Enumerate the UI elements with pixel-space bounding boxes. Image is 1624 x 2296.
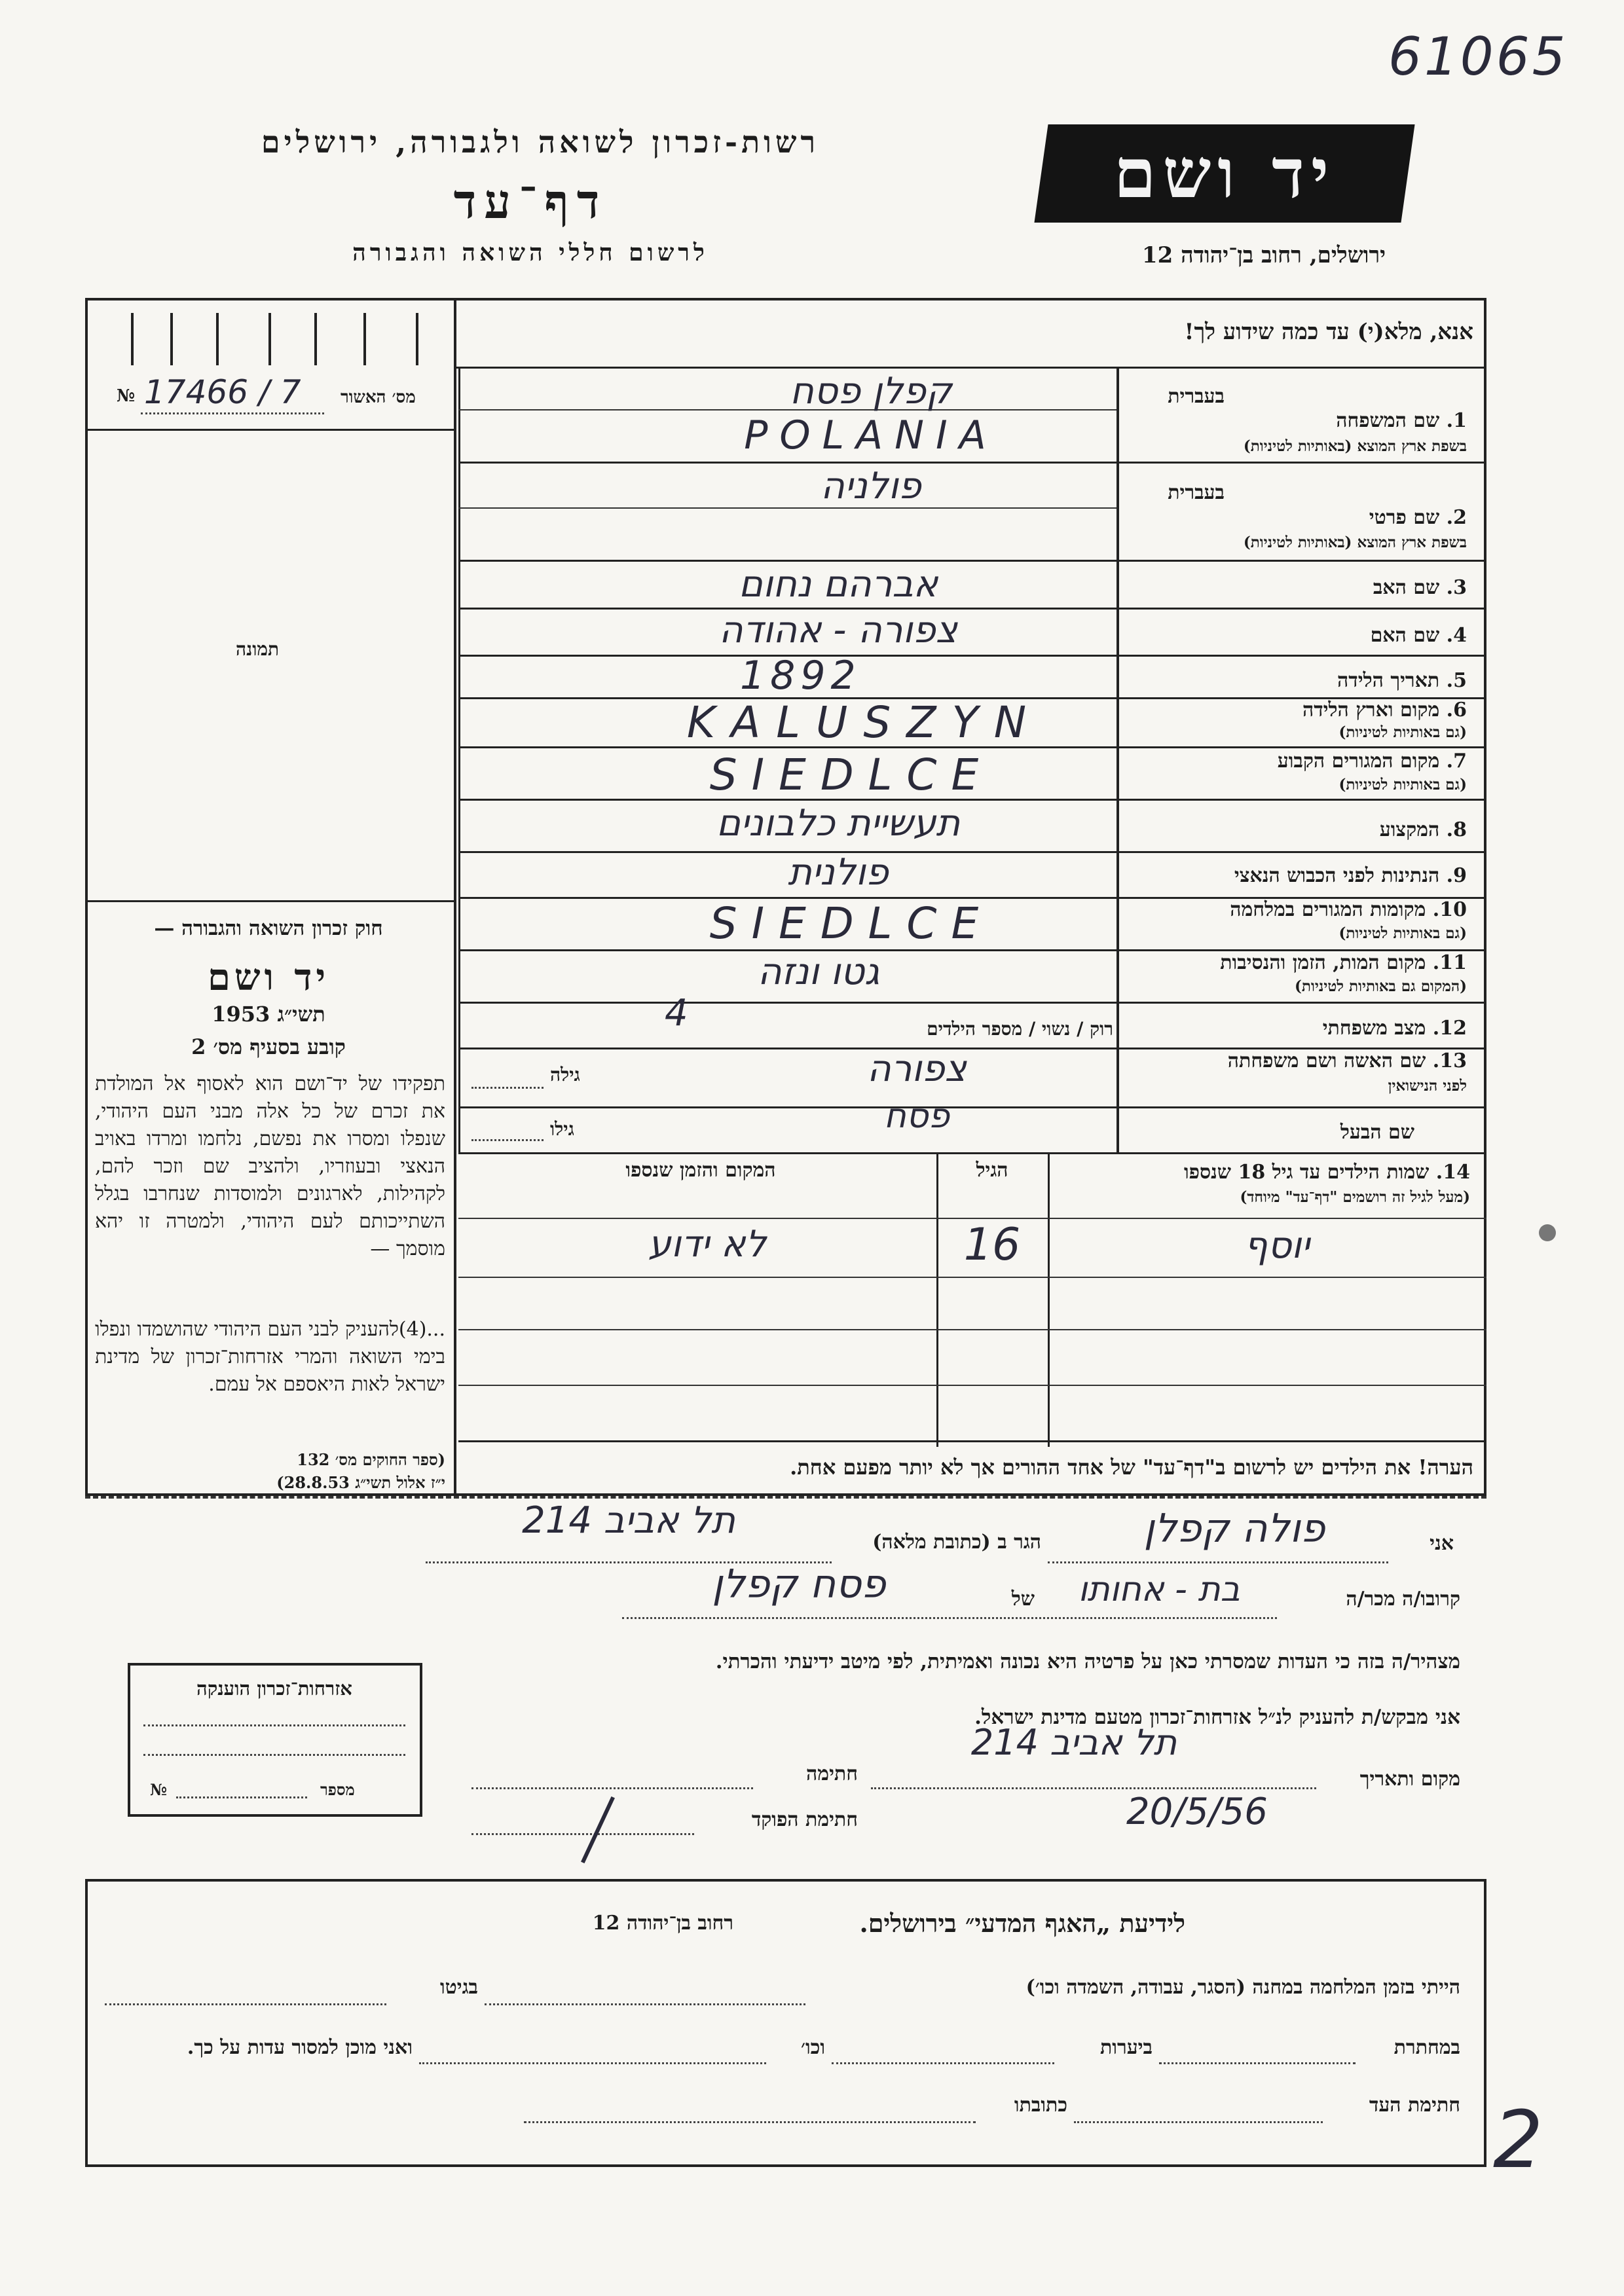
field-12-options: רוק / נשוי / מספר הילדים [927, 1018, 1113, 1040]
approval-number: 17466 / 7 [144, 373, 301, 411]
hebrew-tag-1: בעברית [1168, 385, 1225, 408]
field-2-value: פולניה [821, 465, 921, 507]
header-address: ירושלים, רחוב בן־יהודה 12 [1141, 242, 1386, 268]
field-2-label: 2. שם פרטי [1369, 506, 1467, 529]
field-10-sub: (גם באותיות לטיניות) [1338, 924, 1467, 942]
field-1-sub: בשפת ארץ המוצא (באותיות לטיניות) [1243, 437, 1467, 455]
field-5-value: 1892 [740, 653, 861, 699]
of-label: של [1011, 1588, 1035, 1611]
field-3-value: אברהם נחום [738, 563, 938, 606]
field-6-label: 6. מקום וארץ הלידה [1302, 699, 1467, 721]
citizenship-no: № [150, 1780, 168, 1799]
field-9-value: פולנית [788, 851, 889, 894]
field-8-label: 8. המקצוע [1379, 818, 1467, 841]
children-label: 14. שמות הילדים עד גיל 18 שנספו [1183, 1161, 1470, 1184]
approval-prefix: № [117, 386, 136, 406]
field-7-value: SIEDLCE [709, 750, 993, 800]
statement: מצהיר/ה בזה כי העדות שמסרתי כאן על פרטיה היא נכונה ואמיתית, לפי מיטב ידיעתי והכרתי. [715, 1650, 1460, 1673]
page-number: 2 [1493, 2095, 1543, 2186]
field-12-label: 12. מצב משפחתי [1322, 1017, 1467, 1040]
field-7-label: 7. מקום המגורים הקבוע [1277, 750, 1467, 773]
bottom-address: רחוב בן־יהודה 12 [592, 1912, 733, 1935]
law-ref-date: י״ז אלול תשי״ג 28.8.53) [276, 1473, 445, 1492]
archive-number: 61065 [1388, 26, 1568, 87]
request: אני מבקש/ת להעניק לנ״ל אזרחות־זכרון מטעם מדינת ישראל. [974, 1705, 1460, 1729]
field-10-label: 10. מקומות המגורים במלחמה [1230, 898, 1467, 921]
bottom-line3b: כתובתו [1014, 2094, 1067, 2117]
yad-vashem-logo [1034, 124, 1414, 223]
approval-label: מס׳ האשור [341, 388, 416, 407]
field-11-value: גטו ונזה [757, 951, 880, 993]
field-7-sub: (גם באותיות לטיניות) [1338, 776, 1467, 793]
authority-line: רשות-זכרון לשואה ולגבורה, ירושלים [261, 124, 820, 160]
relation-label: קרובו/ה מכר/ה [1346, 1588, 1460, 1611]
age-m-label: גילו [550, 1118, 574, 1140]
citizenship-title: אזרחות־זכרון הוענקה [196, 1677, 352, 1700]
child-age: 16 [963, 1219, 1021, 1271]
place-date-value: תל אביב 214 [970, 1722, 1177, 1763]
field-13-sub: לפני הנישואין [1388, 1077, 1467, 1095]
note-text: הערה! את הילדים יש לרשום ב"דף־עד" של אחד ההורים אך לא יותר מפעם אחת. [790, 1455, 1473, 1480]
field-5-label: 5. תאריך הלידה [1337, 669, 1467, 692]
children-sub: (מעל לגיל זה רושמים "דף־עד" מיוחד) [1240, 1188, 1470, 1206]
declaration-ani: אני [1430, 1532, 1454, 1555]
photo-label: תמונה [236, 638, 280, 660]
children-place-header: המקום והזמן שנספו [625, 1159, 776, 1182]
bottom-line2a: במחתרת [1393, 2036, 1460, 2059]
field-4-value: צפורה - אהודה [719, 609, 957, 651]
field-1-value-hebrew: קפלן פסח [790, 370, 952, 412]
field-9-label: 9. הנתינות לפני הכבוש הנאצי [1234, 864, 1467, 887]
approval-boxes [118, 313, 432, 365]
bottom-line2d: ואני מוכן למסור עדות על כך. [187, 2036, 413, 2059]
citizenship-box [128, 1663, 422, 1817]
field-6-sub: (גם באותיות לטיניות) [1338, 723, 1467, 741]
field-1-value-latin: POLANIA [744, 412, 998, 458]
field-3-label: 3. שם האב [1373, 576, 1467, 599]
bottom-line3a: חתימת העד [1369, 2094, 1460, 2117]
bottom-line2c: וכו׳ [801, 2036, 825, 2059]
intro-text: אנא, מלא(י) עד כמה שידוע לך! [1184, 319, 1473, 345]
field-11-sub: (המקום גם באותיות לטיניות) [1295, 977, 1467, 995]
field-4-label: 4. שם האם [1370, 624, 1467, 647]
field-8-value: תעשיית כלבונים [716, 802, 961, 845]
field-13-value: צפורה [867, 1048, 967, 1090]
address-value: תל אביב 214 [522, 1499, 735, 1542]
citizenship-number-label: מספר [320, 1780, 355, 1799]
bottom-title: לידיעת „האגף המדעי״ בירושלים. [859, 1908, 1185, 1938]
children-age-header: הגיל [976, 1159, 1008, 1182]
law-clause: קובע בסעיף מס׳ 2 [191, 1034, 346, 1059]
field-2-sub: בשפת ארץ המוצא (באותיות לטיניות) [1243, 534, 1467, 551]
child-place: לא ידוע [648, 1223, 767, 1266]
officer-signature-mark [581, 1796, 615, 1863]
age-f-label: גילה [550, 1064, 580, 1085]
form-subtitle: לרשום חללי השואה והגבורה [352, 239, 709, 266]
field-6-value: KALUSZYN [686, 697, 1043, 748]
bottom-line2b: ביערות [1099, 2036, 1153, 2059]
resides-label: הגר ב (כתובת מלאה) [872, 1531, 1041, 1554]
hebrew-tag-2: בעברית [1168, 481, 1225, 504]
law-ref: (ספר החוקים מס׳ 132 [297, 1450, 445, 1469]
date-value: 20/5/56 [1126, 1791, 1268, 1833]
officer-label: חתימת הפוקד [751, 1808, 858, 1831]
husband-value: פסח [883, 1097, 950, 1136]
field-10-value: SIEDLCE [709, 898, 993, 949]
bottom-line1a: הייתי בזמן המלחמה במחנה (הסגר, עבודה, השמדה וכו׳) [1025, 1976, 1460, 1999]
field-11-label: 11. מקום המות, הזמן והנסיבות [1220, 951, 1467, 974]
law-year: תשי״ג 1953 [212, 1002, 325, 1027]
of-value: פסח קפלן [712, 1561, 886, 1607]
field-1-label: 1. שם המשפחה [1336, 409, 1467, 432]
law-body-2: ...(4)להעניק לבני העם היהודי שהושמדו ונפלו בימי השואה והמרי אזרחות־זכרון של מדינת ישראל לאות היאספם אל עמם. [95, 1318, 445, 1396]
law-body: תפקידו של יד־ושם הוא לאסוף אל המולדת את זכרם של כל אלה מבני העם היהודי, שנפלו ומסרו את נפשם, נלחמו ומרדו באויב הנאצי ובעוזריו, ולהציב שם וזכר להם, לקהילות, לארגונים ולמוסדות שנחרבו בגלל השתייכותם לעם היהודי, ולמטרה זו יהא מוסמך — [95, 1072, 445, 1260]
signature-label: חתימה [806, 1762, 858, 1785]
place-date-label: מקום ותאריך [1359, 1768, 1460, 1791]
logo-text: יד ושם [1113, 133, 1336, 213]
bottom-line1b: בגיטו [439, 1976, 478, 1999]
declarant-name: פולה קפלן [1143, 1506, 1325, 1552]
relation-value: בת - אחותו [1078, 1570, 1240, 1609]
form-title: דף־עד [453, 173, 608, 229]
law-name: יד ושם [207, 956, 330, 999]
child-name: יוסף [1244, 1224, 1310, 1267]
field-13-label: 13. שם האשה ושם משפחתה [1227, 1049, 1467, 1072]
husband-label: שם הבעל [1340, 1121, 1414, 1144]
field-12-value: 4 [665, 992, 688, 1034]
hole-punch [1539, 1224, 1556, 1241]
law-title: חוק זכרון השואה והגבורה — [154, 917, 383, 940]
